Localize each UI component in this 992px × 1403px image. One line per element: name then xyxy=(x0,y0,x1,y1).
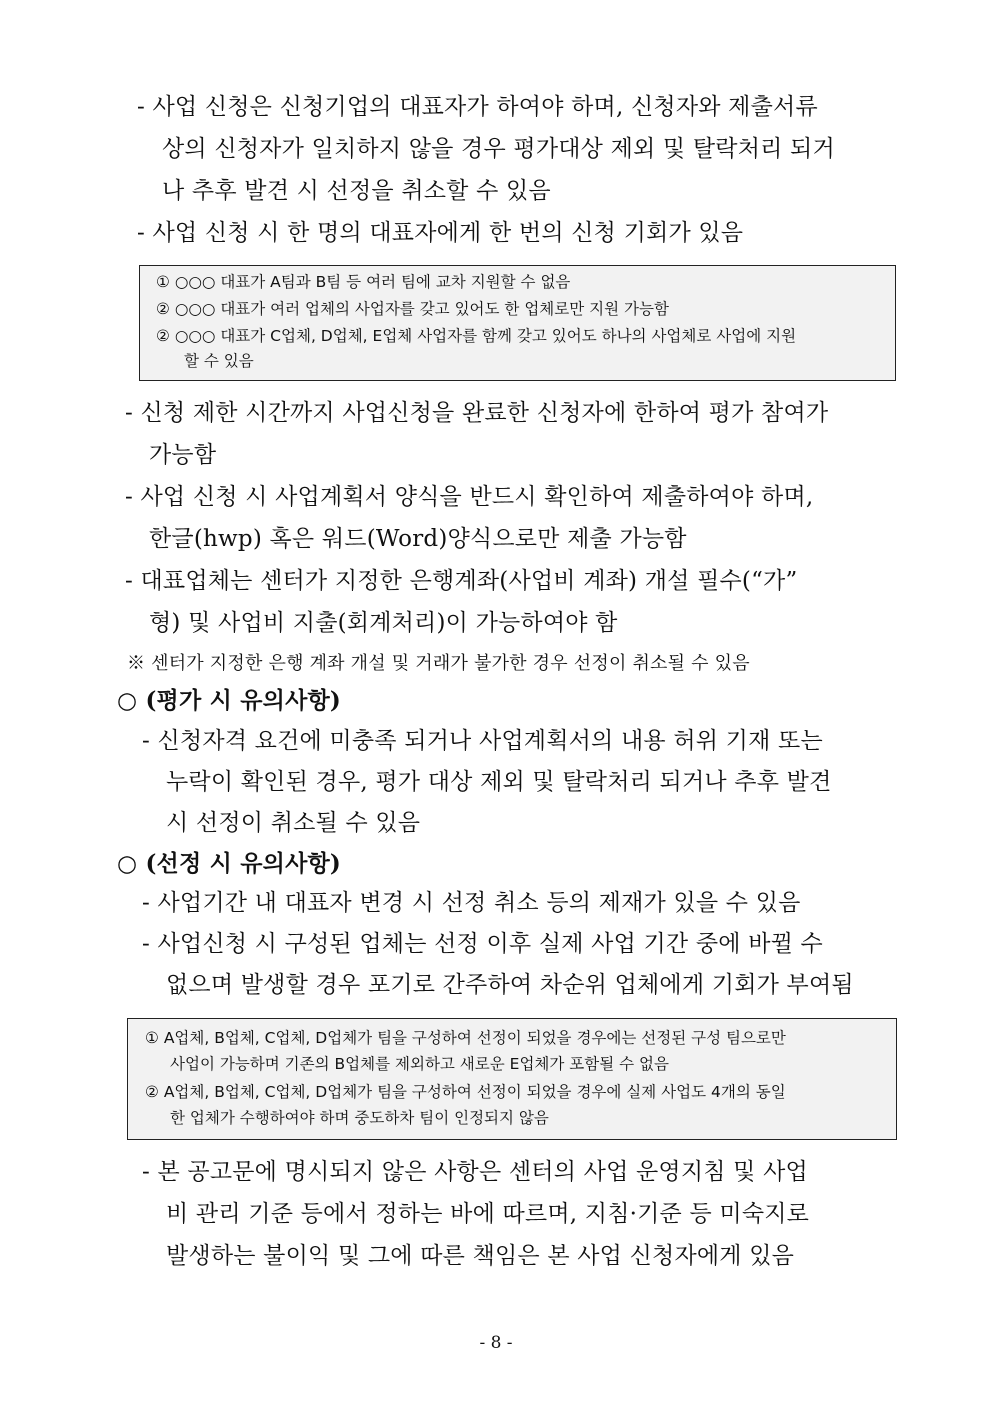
bullet-line: 상의 신청자가 일치하지 않을 경우 평가대상 제외 및 탈락처리 되거 xyxy=(162,136,835,162)
section-heading-evaluation: ○ (평가 시 유의사항) xyxy=(117,687,341,714)
example-line: 한 업체가 수행하여야 하며 중도하차 팀이 인정되지 않음 xyxy=(170,1109,549,1127)
example-line: ① A업체, B업체, C업체, D업체가 팀을 구성하여 선정이 되었을 경우에는 선정된 구성 팀으로만 xyxy=(145,1029,786,1047)
bullet-line: 비 관리 기준 등에서 정하는 바에 따르며, 지침·기준 등 미숙지로 xyxy=(166,1201,810,1227)
bullet-line: - 사업 신청 시 한 명의 대표자에게 한 번의 신청 기회가 있음 xyxy=(137,220,744,246)
page-number: - 8 - xyxy=(479,1333,513,1353)
note-line: ※ 센터가 지정한 은행 계좌 개설 및 거래가 불가한 경우 선정이 취소될 수 있음 xyxy=(127,653,750,674)
example-line: ① ○○○ 대표가 A팀과 B팀 등 여러 팀에 교차 지원할 수 없음 xyxy=(156,273,571,291)
bullet-line: 형) 및 사업비 지출(회계처리)이 가능하여야 함 xyxy=(149,610,618,636)
bullet-line: - 사업 신청 시 사업계획서 양식을 반드시 확인하여 제출하여야 하며, xyxy=(125,484,814,510)
bullet-line: - 사업기간 내 대표자 변경 시 선정 취소 등의 제재가 있을 수 있음 xyxy=(142,890,801,916)
example-line: ② A업체, B업체, C업체, D업체가 팀을 구성하여 선정이 되었을 경우에 실제 사업도 4개의 동일 xyxy=(145,1083,786,1101)
bullet-line: - 신청자격 요건에 미충족 되거나 사업계획서의 내용 허위 기재 또는 xyxy=(142,728,823,754)
example-line: ② ○○○ 대표가 여러 업체의 사업자를 갖고 있어도 한 업체로만 지원 가능함 xyxy=(156,300,669,318)
bullet-line: - 대표업체는 센터가 지정한 은행계좌(사업비 계좌) 개설 필수(“가” xyxy=(125,568,798,594)
bullet-line: 나 추후 발견 시 선정을 취소할 수 있음 xyxy=(162,178,551,204)
section-heading-selection: ○ (선정 시 유의사항) xyxy=(117,850,341,877)
example-box xyxy=(127,1018,897,1140)
example-box xyxy=(139,265,896,381)
bullet-line: 가능함 xyxy=(149,442,217,468)
bullet-line: 시 선정이 취소될 수 있음 xyxy=(166,810,421,836)
example-line: 사업이 가능하며 기존의 B업체를 제외하고 새로운 E업체가 포함될 수 없음 xyxy=(170,1055,669,1073)
example-line: 할 수 있음 xyxy=(184,352,254,370)
bullet-line: 한글(hwp) 혹은 워드(Word)양식으로만 제출 가능함 xyxy=(149,526,687,552)
bullet-line: 누락이 확인된 경우, 평가 대상 제외 및 탈락처리 되거나 추후 발견 xyxy=(166,769,832,795)
bullet-line: - 사업신청 시 구성된 업체는 선정 이후 실제 사업 기간 중에 바뀔 수 xyxy=(142,931,823,957)
bullet-line: 없으며 발생할 경우 포기로 간주하여 차순위 업체에게 기회가 부여됨 xyxy=(166,972,854,998)
bullet-line: - 사업 신청은 신청기업의 대표자가 하여야 하며, 신청자와 제출서류 xyxy=(137,94,818,120)
bullet-line: 발생하는 불이익 및 그에 따른 책임은 본 사업 신청자에게 있음 xyxy=(166,1243,795,1269)
bullet-line: - 본 공고문에 명시되지 않은 사항은 센터의 사업 운영지침 및 사업 xyxy=(142,1159,808,1185)
example-line: ② ○○○ 대표가 C업체, D업체, E업체 사업자를 함께 갖고 있어도 하나의 사업체로 사업에 지원 xyxy=(156,327,797,345)
bullet-line: - 신청 제한 시간까지 사업신청을 완료한 신청자에 한하여 평가 참여가 xyxy=(125,400,829,426)
